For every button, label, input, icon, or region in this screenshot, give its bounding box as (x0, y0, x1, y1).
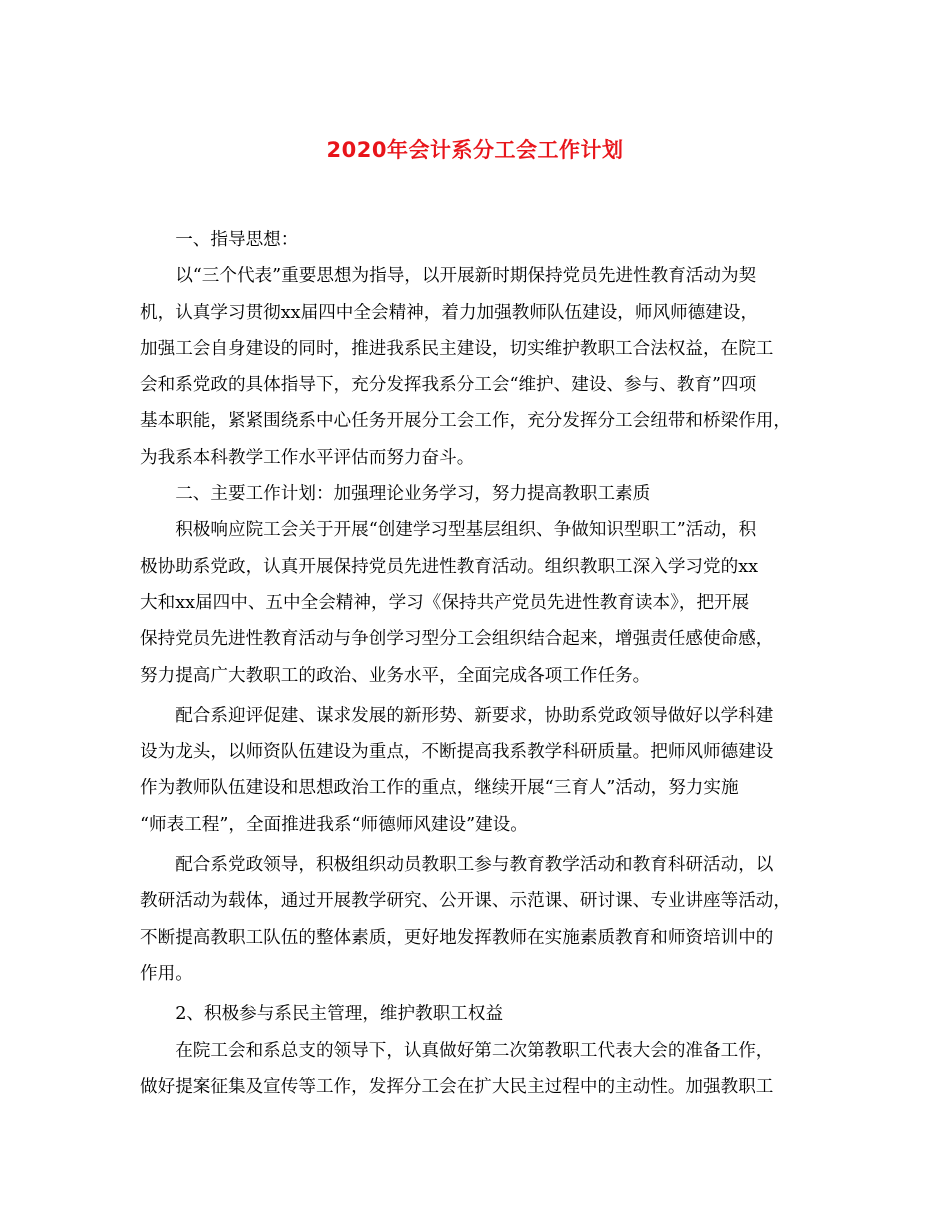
text-line: 保持党员先进性教育活动与争创学习型分工会组织结合起来，增强责任感使命感， (140, 629, 774, 650)
text-line: 教研活动为载体，通过开展教学研究、公开课、示范课、研讨课、专业讲座等活动， (140, 891, 791, 912)
text-line: 做好提案征集及宣传等工作，发挥分工会在扩大民主过程中的主动性。加强教职工 (140, 1076, 774, 1097)
text-line: 配合系党政领导，积极组织动员教职工参与教育教学活动和教育科研活动，以 (140, 855, 774, 876)
text-line: 一、指导思想： (140, 230, 299, 250)
text-line: 在院工会和系总支的领导下，认真做好第二次第教职工代表大会的准备工作， (140, 1040, 774, 1061)
text-line: 积极响应院工会关于开展“创建学习型基层组织、争做知识型职工”活动，积 (140, 520, 757, 541)
text-line: 为我系本科教学工作水平评估而努力奋斗。 (140, 447, 475, 468)
text-line: 以“三个代表”重要思想为指导，以开展新时期保持党员先进性教育活动为契 (140, 266, 757, 287)
text-line: 机，认真学习贯彻xx届四中全会精神，着力加强教师队伍建设，师风师德建设， (140, 302, 759, 323)
text-line: 作为教师队伍建设和思想政治工作的重点，继续开展“三育人”活动，努力实施 (140, 778, 739, 799)
document-body (140, 222, 830, 1105)
text-line: 作用。 (140, 963, 193, 984)
text-line: 配合系迎评促建、谋求发展的新形势、新要求，协助系党政领导做好以学科建 (140, 705, 774, 726)
text-line: 基本职能，紧紧围绕系中心任务开展分工会工作，充分发挥分工会纽带和桥梁作用， (140, 411, 791, 432)
text-line: 设为龙头，以师资队伍建设为重点，不断提高我系教学科研质量。把师风师德建设 (140, 742, 774, 763)
text-line: 努力提高广大教职工的政治、业务水平，全面完成各项工作任务。 (140, 665, 651, 686)
text-line: 极协助系党政，认真开展保持党员先进性教育活动。组织教职工深入学习党的xx (140, 556, 759, 577)
text-line: 2、积极参与系民主管理，维护教职工权益 (140, 1004, 504, 1025)
document-title: 2020年会计系分工会工作计划 (326, 138, 624, 162)
text-line: 不断提高教职工队伍的整体素质，更好地发挥教师在实施素质教育和师资培训中的 (140, 927, 774, 948)
text-line: 大和xx届四中、五中全会精神，学习《保持共产党员先进性教育读本》，把开展 (140, 592, 750, 613)
text-line: 二、主要工作计划：加强理论业务学习，努力提高教职工素质 (140, 484, 651, 505)
text-line: 加强工会自身建设的同时，推进我系民主建设，切实维护教职工合法权益，在院工 (140, 338, 774, 359)
text-line: 会和系党政的具体指导下，充分发挥我系分工会“维护、建设、参与、教育”四项 (140, 375, 757, 396)
text-line: “师表工程”，全面推进我系“师德师风建设”建设。 (140, 814, 528, 835)
